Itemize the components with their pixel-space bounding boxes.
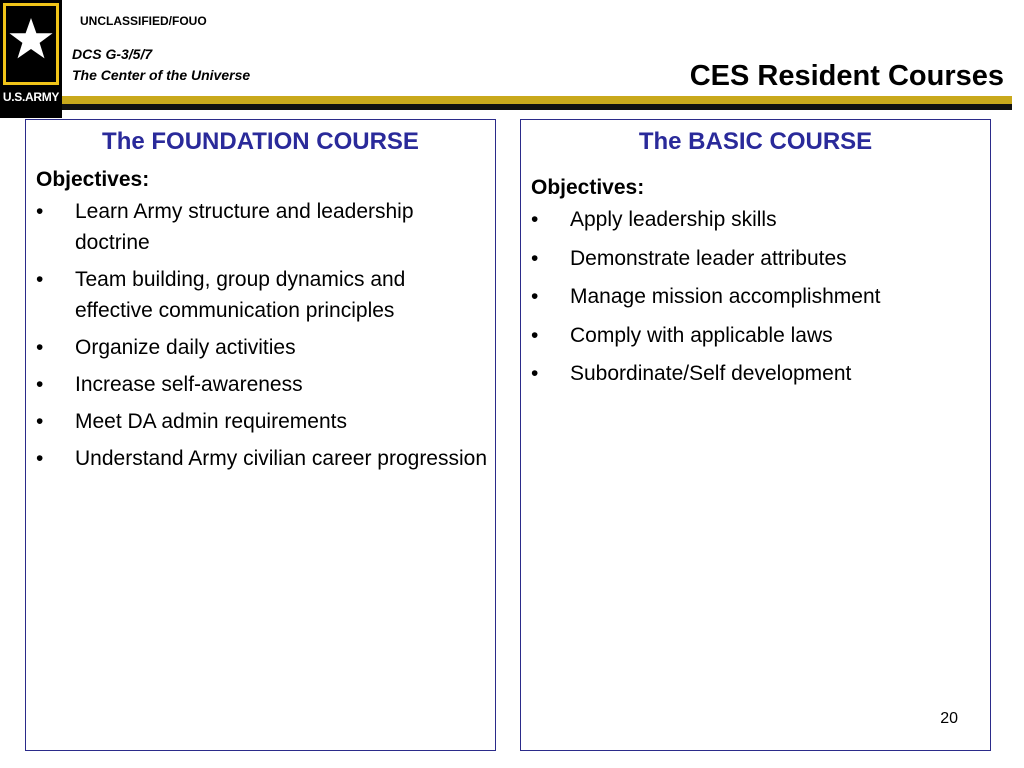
objectives-label: Objectives:	[36, 168, 150, 191]
objectives-list	[26, 196, 495, 474]
army-star-icon	[3, 3, 59, 85]
list-item: • Increase self-awareness	[26, 369, 495, 400]
basic-course-panel	[520, 119, 991, 751]
org-line-2: The Center of the Universe	[72, 67, 251, 83]
org-line-1: DCS G-3/5/7	[72, 46, 153, 62]
header-gold-rule	[62, 96, 1012, 104]
header-dark-rule	[62, 104, 1012, 110]
list-item: • Understand Army civilian career progression	[26, 443, 495, 474]
list-item: • Team building, group dynamics and effective communication principles	[26, 264, 495, 326]
organization-block	[72, 44, 250, 86]
logo-text: U.S.ARMY	[2, 90, 60, 104]
list-item: • Meet DA admin requirements	[26, 406, 495, 437]
objectives-label: Objectives:	[531, 176, 645, 199]
page-number: 20	[940, 710, 958, 727]
list-item: • Learn Army structure and leadership doctrine	[26, 196, 495, 258]
list-item: • Subordinate/Self development	[521, 358, 990, 390]
list-item: • Organize daily activities	[26, 332, 495, 363]
panel-title: The BASIC COURSE	[638, 128, 873, 155]
foundation-course-panel	[25, 119, 496, 751]
list-item: • Manage mission accomplishment	[521, 281, 990, 313]
list-item: • Comply with applicable laws	[521, 320, 990, 352]
us-army-logo	[0, 0, 62, 118]
panel-title: The FOUNDATION COURSE	[102, 128, 419, 155]
objectives-list	[521, 204, 990, 390]
classification-label: UNCLASSIFIED/FOUO	[80, 14, 207, 28]
list-item: • Demonstrate leader attributes	[521, 243, 990, 275]
list-item: • Apply leadership skills	[521, 204, 990, 236]
slide-title: CES Resident Courses	[689, 60, 1004, 92]
